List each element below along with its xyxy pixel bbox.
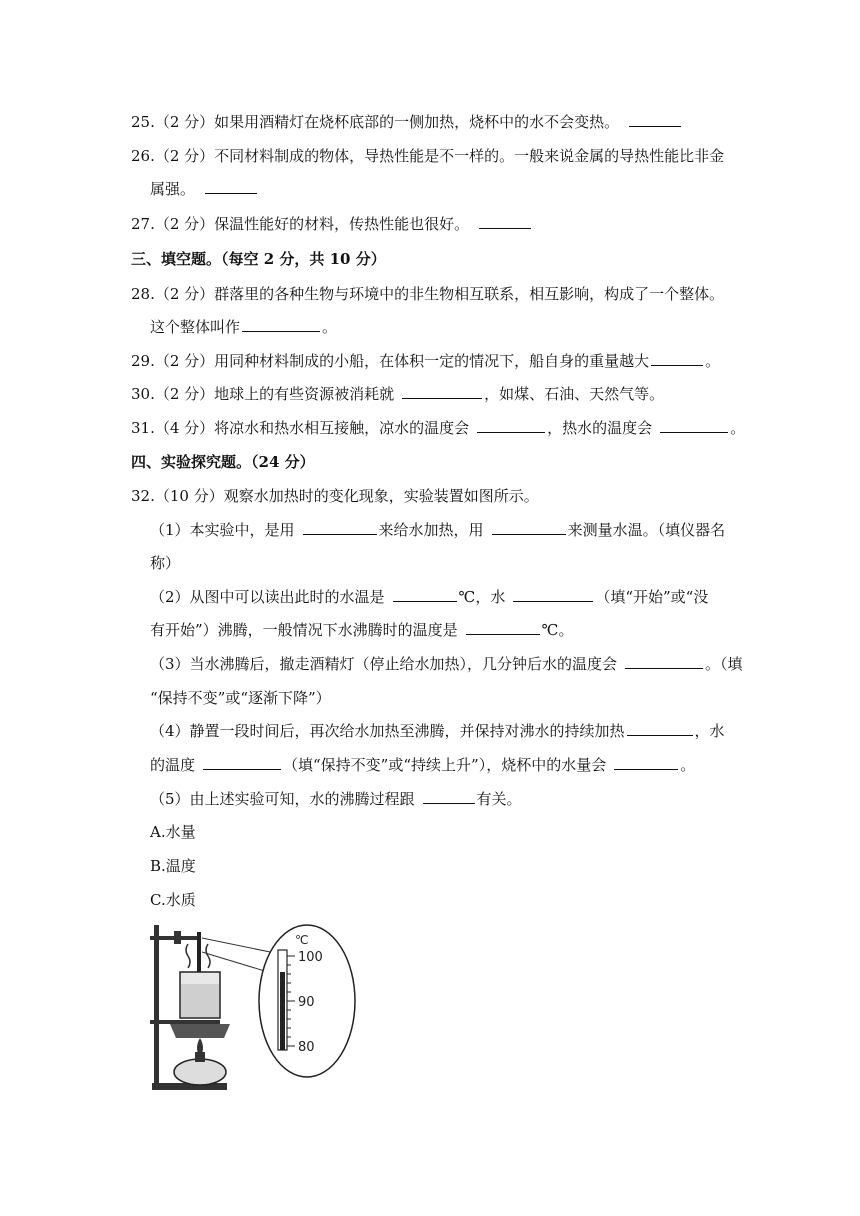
question-32-part-1-cont: 称） xyxy=(150,554,181,572)
part-2-text: （2）从图中可以读出此时的水温是 xyxy=(150,588,385,606)
section-3-title: 三、填空题。（每空 2 分，共 10 分） xyxy=(131,250,386,268)
answer-blank[interactable] xyxy=(393,587,457,602)
punctuation: 。 xyxy=(680,756,696,774)
punctuation: 。 xyxy=(730,419,746,437)
question-31-text-mid: ，热水的温度会 xyxy=(547,419,653,437)
clamp-knob xyxy=(174,931,181,944)
tick-label-90: 90 xyxy=(298,995,315,1010)
part-5-text: （5）由上述实验可知，水的沸腾过程跟 xyxy=(150,790,415,808)
answer-blank[interactable] xyxy=(660,418,728,433)
question-26-cont xyxy=(150,179,259,199)
part-4-text: （4）静置一段时间后，再次给水加热至沸腾，并保持对沸水的持续加热 xyxy=(150,722,625,740)
section-4-title: 四、实验探究题。（24 分） xyxy=(131,453,315,471)
answer-blank[interactable] xyxy=(492,520,566,535)
tick-label-100: 100 xyxy=(298,950,323,965)
callout-line-2 xyxy=(202,952,268,972)
question-28-cont xyxy=(150,317,337,337)
part-2-text-end: （填“开始”或“没 xyxy=(595,588,709,606)
question-32-part-1 xyxy=(150,520,725,540)
question-31-text: 31.（4 分）将凉水和热水相互接触，凉水的温度会 xyxy=(131,419,470,437)
question-32-part-3-cont: “保持不变”或“逐渐下降”） xyxy=(150,689,331,707)
question-26-cont-text: 属强。 xyxy=(150,180,196,198)
question-28 xyxy=(131,284,724,304)
part-4-cont-text: 的温度 xyxy=(150,756,196,774)
question-28-cont-text: 这个整体叫作 xyxy=(150,318,241,336)
question-28-text: 28.（2 分）群落里的各种生物与环境中的非生物相互联系，相互影响，构成了一个整体。 xyxy=(131,285,725,303)
option-a[interactable]: A.水量 xyxy=(150,823,196,841)
part-5-text-end: 有关。 xyxy=(476,790,522,808)
unit-celsius: ℃。 xyxy=(541,621,574,639)
part-1-text: （1）本实验中，是用 xyxy=(150,521,295,539)
ring-clamp xyxy=(150,1020,220,1024)
steam-icon xyxy=(186,944,190,968)
option-c[interactable]: C.水质 xyxy=(150,891,196,909)
question-30-text-end: ，如煤、石油、天然气等。 xyxy=(484,385,665,403)
answer-blank[interactable] xyxy=(466,620,540,635)
question-25-text: 25.（2 分）如果用酒精灯在烧杯底部的一侧加热，烧杯中的水不会变热。 xyxy=(131,113,620,131)
punctuation: 。 xyxy=(322,318,338,336)
question-32-part-2 xyxy=(150,587,708,607)
question-26-text: 26.（2 分）不同材料制成的物体，导热性能是不一样的。一般来说金属的导热性能比非金 xyxy=(131,147,725,165)
part-4-text-end: ，水 xyxy=(694,722,725,740)
answer-blank[interactable] xyxy=(614,755,678,770)
answer-blank[interactable] xyxy=(513,587,593,602)
question-30 xyxy=(131,384,664,404)
experiment-figure xyxy=(140,920,360,1095)
answer-blank[interactable] xyxy=(651,351,703,366)
answer-blank[interactable] xyxy=(629,112,681,127)
alcohol-lamp xyxy=(174,1059,226,1085)
answer-blank[interactable] xyxy=(242,317,320,332)
question-25 xyxy=(131,112,683,132)
question-29 xyxy=(131,351,720,371)
thermometer-mercury xyxy=(280,972,285,1050)
gauze xyxy=(170,1024,230,1038)
answer-blank[interactable] xyxy=(402,384,482,399)
answer-blank[interactable] xyxy=(627,721,693,736)
answer-blank[interactable] xyxy=(423,789,475,804)
answer-blank[interactable] xyxy=(203,755,281,770)
question-27 xyxy=(131,214,533,234)
question-30-text: 30.（2 分）地球上的有些资源被消耗就 xyxy=(131,385,395,403)
part-1-text-mid: 来给水加热，用 xyxy=(378,521,484,539)
question-32-part-5 xyxy=(150,789,522,809)
question-26 xyxy=(131,146,724,166)
answer-blank[interactable] xyxy=(625,654,703,669)
question-31 xyxy=(131,418,745,438)
question-32-part-2-cont xyxy=(150,620,573,640)
part-2-text-mid: ℃，水 xyxy=(458,588,506,606)
question-29-text: 29.（2 分）用同种材料制成的小船，在体积一定的情况下，船自身的重量越大 xyxy=(131,352,650,370)
answer-blank[interactable] xyxy=(205,179,257,194)
beaker-water xyxy=(181,984,219,1017)
lamp-neck xyxy=(195,1052,205,1062)
question-32-part-4-cont xyxy=(150,755,695,775)
question-32-part-3 xyxy=(150,654,743,674)
punctuation: 。 xyxy=(705,352,721,370)
part-4-cont-text-mid: （填“保持不变”或“持续上升”），烧杯中的水量会 xyxy=(283,756,607,774)
steam-icon-2 xyxy=(206,944,210,968)
part-2-cont-text: 有开始”）沸腾，一般情况下水沸腾时的温度是 xyxy=(150,621,458,639)
option-b[interactable]: B.温度 xyxy=(150,857,196,875)
callout-line xyxy=(202,938,275,953)
question-32-part-4 xyxy=(150,721,725,741)
question-27-text: 27.（2 分）保温性能好的材料，传热性能也很好。 xyxy=(131,215,470,233)
question-32-stem: 32.（10 分）观察水加热时的变化现象，实验装置如图所示。 xyxy=(131,487,539,505)
stand-pole xyxy=(154,925,159,1085)
part-3-text: （3）当水沸腾后，撤走酒精灯（停止给水加热），几分钟后水的温度会 xyxy=(150,655,618,673)
tick-label-80: 80 xyxy=(298,1040,315,1055)
answer-blank[interactable] xyxy=(303,520,377,535)
answer-blank[interactable] xyxy=(477,418,545,433)
answer-blank[interactable] xyxy=(479,214,531,229)
part-1-text-end: 来测量水温。（填仪器名 xyxy=(567,521,726,539)
unit-label: ℃ xyxy=(295,933,309,947)
part-3-text-end: 。（填 xyxy=(705,655,743,673)
